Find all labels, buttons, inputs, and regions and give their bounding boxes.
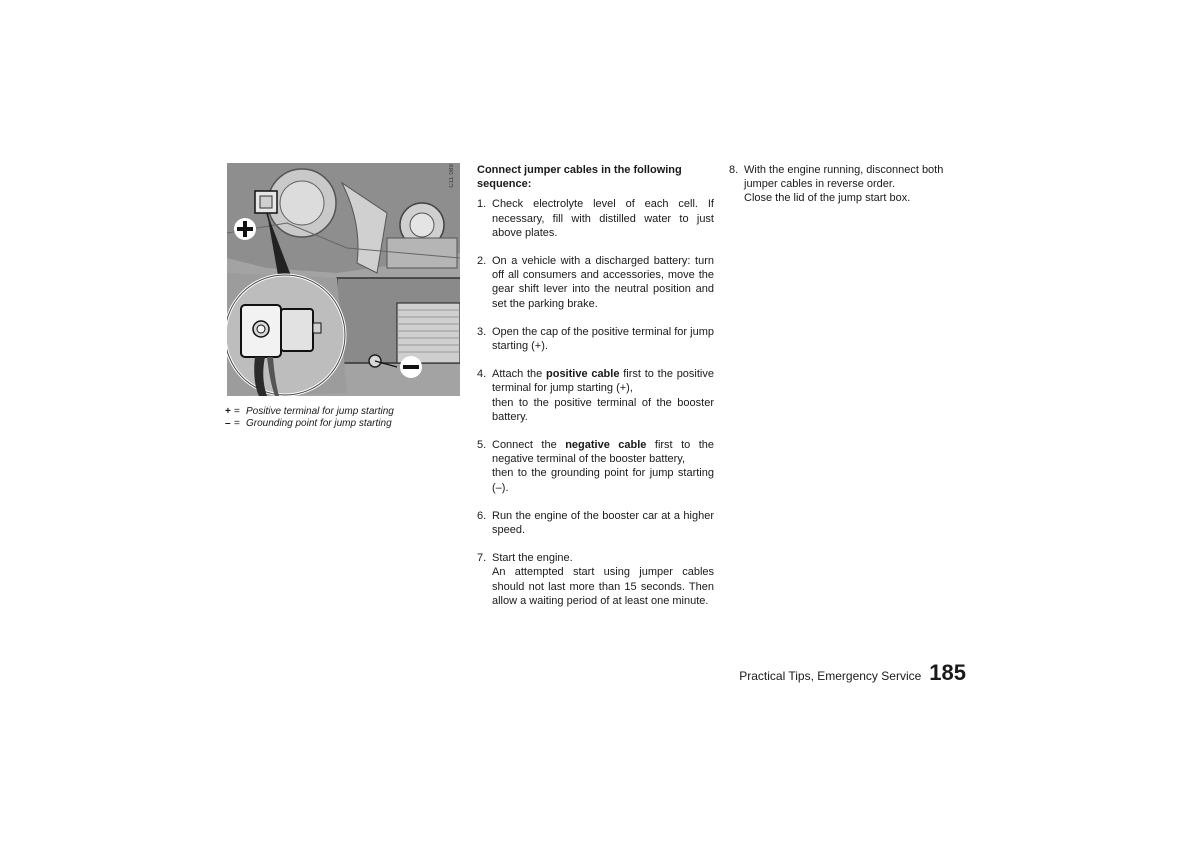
step-text: With the engine running, disconnect both jumper cables in reverse order.: [744, 164, 944, 191]
legend-equals: =: [234, 406, 240, 417]
step-text-pre: Connect the: [492, 439, 566, 452]
step-number: 7.: [477, 552, 487, 565]
step-number: 5.: [477, 439, 487, 452]
legend-item-ground: [225, 418, 394, 430]
step-number: 8.: [729, 164, 739, 176]
step-text: Open the cap of the positive terminal for jump starting (+).: [492, 325, 714, 353]
step-number: 3.: [477, 325, 487, 338]
step-number: 6.: [477, 509, 487, 522]
engine-bay-illustration: [227, 163, 460, 396]
step-text-emphasis: negative cable: [565, 439, 647, 452]
step-text-post: first to the positive terminal for jump starting (+),: [492, 368, 714, 395]
legend-equals: =: [234, 418, 240, 429]
legend-symbol: –: [225, 418, 231, 429]
step-number: 1.: [477, 198, 487, 211]
step-8: [729, 163, 967, 206]
step-text: Check electrolyte level of each cell. If necessary, fill with distilled water to just above plates.: [492, 198, 714, 239]
figure-code: C11 089: [449, 164, 455, 188]
step-number: 4.: [477, 368, 487, 381]
step-text-emphasis: positive cable: [546, 368, 620, 381]
step-2: [477, 254, 714, 311]
legend-text: Positive terminal for jump starting: [246, 406, 394, 417]
legend-symbol: +: [225, 406, 231, 417]
step-text: On a vehicle with a discharged battery: turn off all consumers and accessories, move the gear shift lever into the neutral position and set the parking brake.: [492, 255, 714, 310]
step-3: [477, 325, 714, 353]
step-text-continued: Close the lid of the jump start box.: [744, 192, 911, 205]
step-1: [477, 197, 714, 240]
step-text: [492, 367, 714, 395]
step-number: 2.: [477, 255, 487, 268]
step-text: [492, 438, 714, 466]
step-6: [477, 509, 714, 537]
minus-marker-icon: [399, 355, 423, 379]
plus-marker-icon: [233, 217, 257, 241]
figure-legend: [225, 406, 394, 430]
step-text-pre: Attach the: [492, 368, 546, 381]
page-number: 185: [929, 660, 966, 685]
step-text-post: first to the negative terminal of the booster battery,: [492, 439, 714, 466]
page-footer: [739, 660, 966, 686]
step-text-continued: then to the grounding point for jump starting (–).: [492, 467, 714, 494]
step-4: [477, 367, 714, 424]
legend-text: Grounding point for jump starting: [246, 418, 392, 429]
engine-bay-drawing: [227, 163, 460, 396]
procedure-column: [477, 163, 714, 622]
legend-item-positive: [225, 406, 394, 418]
step-text: Start the engine.: [492, 552, 573, 565]
section-title: Practical Tips, Emergency Service: [739, 669, 922, 683]
step-text-continued: An attempted start using jumper cables should not last more than 15 seconds. Then allow a waiting period of at least one minute.: [492, 566, 714, 607]
step-7: [477, 551, 714, 608]
step-5: [477, 438, 714, 495]
procedure-heading: Connect jumper cables in the following sequence:: [477, 164, 682, 191]
step-text-continued: then to the positive terminal of the booster battery.: [492, 396, 714, 423]
procedure-column-continued: [729, 163, 967, 220]
step-text: Run the engine of the booster car at a higher speed.: [492, 509, 714, 537]
